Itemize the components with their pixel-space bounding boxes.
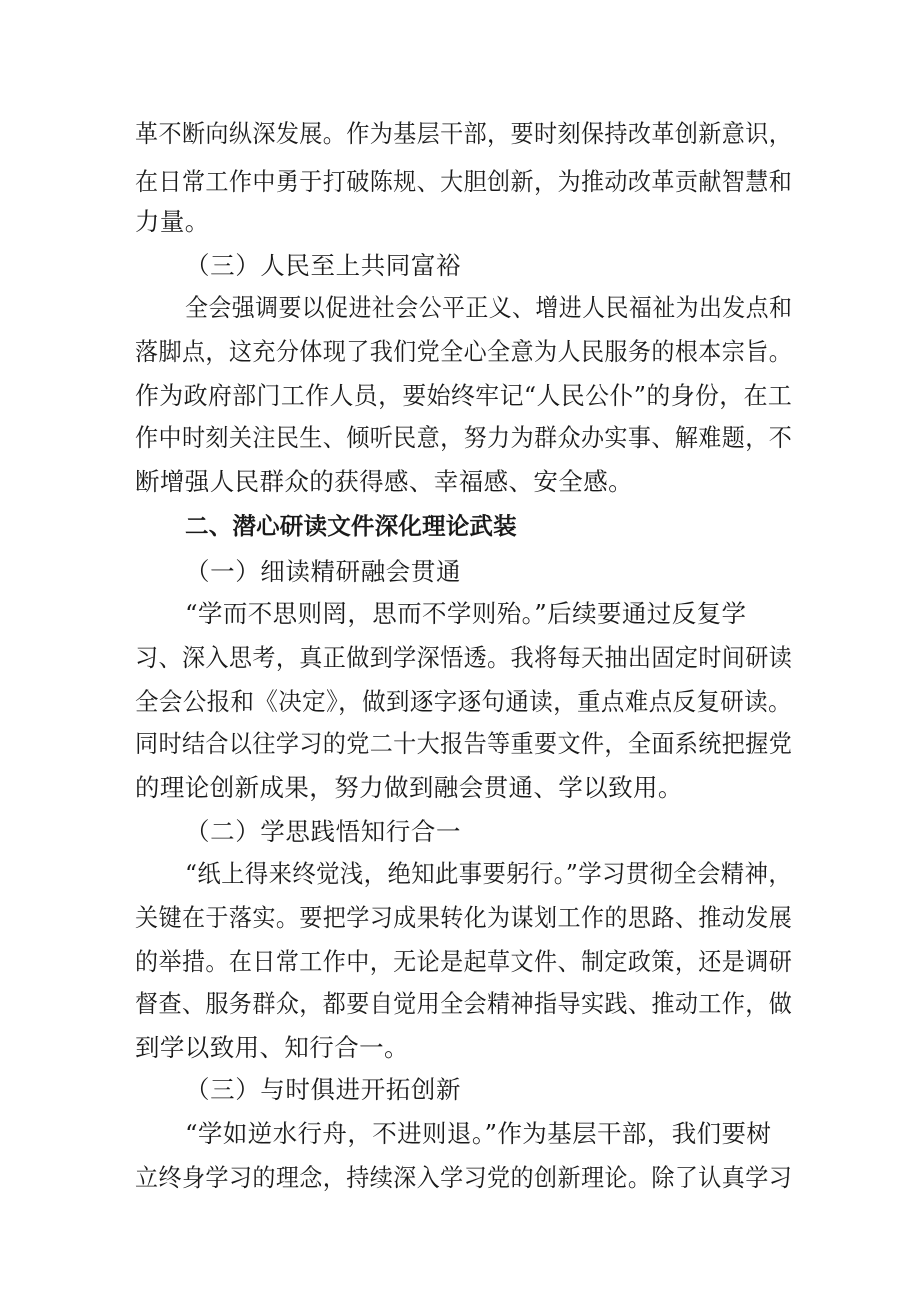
subheading: （三）人民至上共同富裕 <box>185 251 462 280</box>
paragraph-line: 同时结合以往学习的党二十大报告等重要文件，全面系统把握党 <box>135 729 793 758</box>
paragraph-line: 的理论创新成果，努力做到融会贯通、学以致用。 <box>135 773 683 802</box>
paragraph-line: 作中时刻关注民生、倾听民意，努力为群众办实事、解难题，不 <box>135 423 793 452</box>
section-heading: 二、潜心研读文件深化理论武装 <box>185 512 517 540</box>
paragraph-line: 关键在于落实。要把学习成果转化为谋划工作的思路、推动发展 <box>135 903 793 932</box>
paragraph-line: 习、深入思考，真正做到学深悟透。我将每天抽出固定时间研读 <box>135 643 793 672</box>
paragraph-line: “纸上得来终觉浅，绝知此事要躬行。”学习贯彻全会精神， <box>185 859 793 888</box>
subheading: （三）与时俱进开拓创新 <box>185 1075 462 1104</box>
paragraph-line: 落脚点，这充分体现了我们党全心全意为人民服务的根本宗旨。 <box>135 337 793 366</box>
paragraph-line: 到学以致用、知行合一。 <box>135 1033 409 1062</box>
paragraph-line: 立终身学习的理念，持续深入学习党的创新理论。除了认真学习 <box>135 1163 793 1192</box>
subheading: （二）学思践悟知行合一 <box>185 817 462 846</box>
paragraph-line: 作为政府部门工作人员，要始终牢记“人民公仆”的身份，在工 <box>135 381 793 410</box>
paragraph-line: “学如逆水行舟，不进则退。”作为基层干部，我们要树 <box>185 1119 772 1148</box>
paragraph-line: 的举措。在日常工作中，无论是起草文件、制定政策，还是调研 <box>135 947 793 976</box>
paragraph-line: 在日常工作中勇于打破陈规、大胆创新，为推动改革贡献智慧和 <box>135 167 793 196</box>
subheading: （一）细读精研融会贯通 <box>185 557 462 586</box>
paragraph-line: 全会公报和《决定》，做到逐字逐句通读，重点难点反复研读。 <box>135 687 792 716</box>
paragraph-line: “学而不思则罔，思而不学则殆。”后续要通过反复学 <box>185 599 747 628</box>
paragraph-line: 革不断向纵深发展。作为基层干部，要时刻保持改革创新意识， <box>135 119 793 148</box>
paragraph-line: 全会强调要以促进社会公平正义、增进人民福祉为出发点和 <box>185 293 793 322</box>
paragraph-line: 督查、服务群众，都要自觉用全会精神指导实践、推动工作，做 <box>135 989 793 1018</box>
paragraph-line: 力量。 <box>135 207 210 236</box>
paragraph-line: 断增强人民群众的获得感、幸福感、安全感。 <box>135 467 633 496</box>
